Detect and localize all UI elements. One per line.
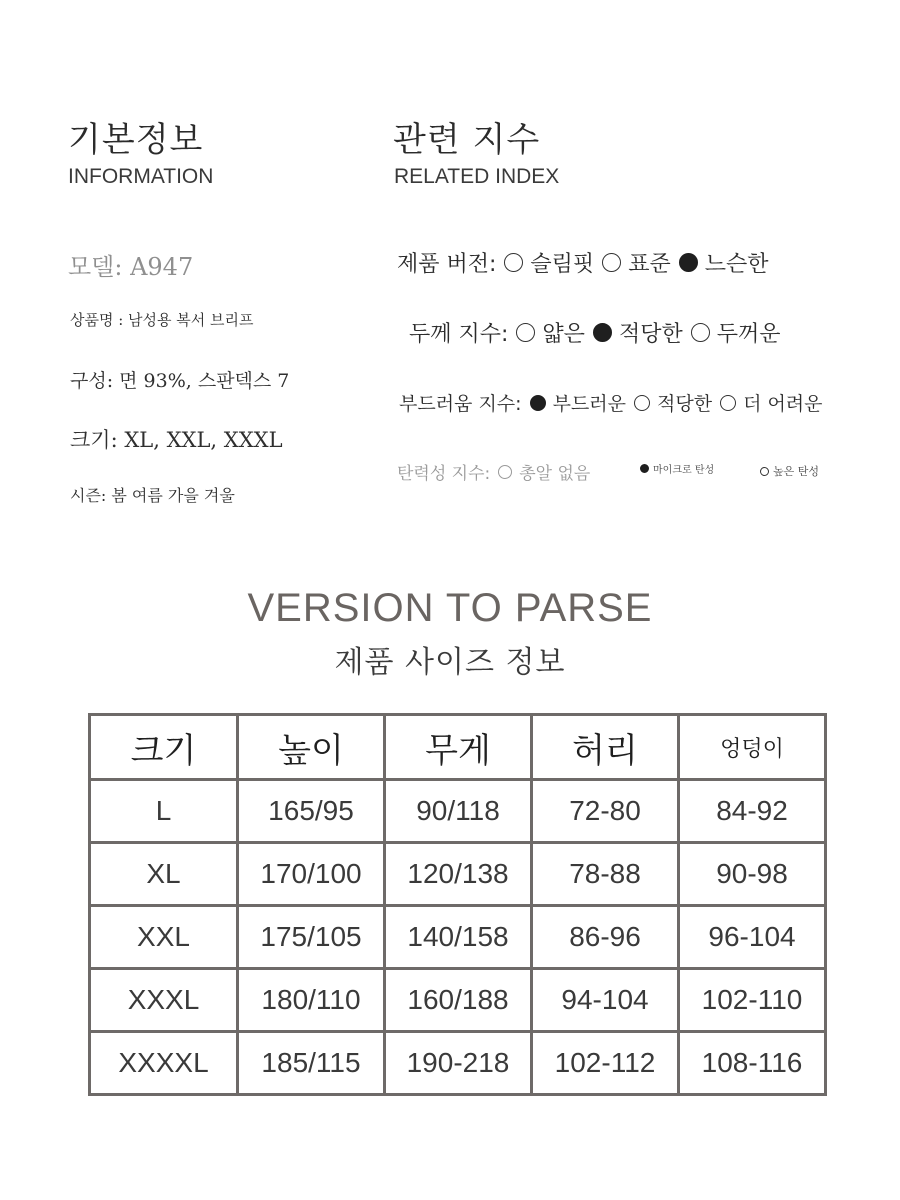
table-cell: 84-92 — [679, 780, 826, 843]
option-label: 느슨한 — [704, 252, 769, 277]
radio-option — [516, 317, 585, 348]
radio-option — [602, 247, 671, 278]
section-title-ko: 제품 사이즈 정보 — [334, 645, 566, 680]
option-label: 마이크로 탄성 — [653, 465, 715, 476]
table-cell: 175/105 — [238, 906, 385, 969]
table-cell: 185/115 — [238, 1032, 385, 1095]
index-row-thickness — [409, 317, 780, 348]
radio-empty-icon — [720, 395, 736, 411]
radio-option — [530, 389, 626, 416]
table-cell: XXXXL — [90, 1032, 238, 1095]
radio-empty-icon — [691, 323, 710, 342]
radio-empty-icon — [602, 253, 621, 272]
radio-filled-icon — [530, 395, 546, 411]
index-label: 부드러움 지수: — [399, 393, 522, 415]
radio-option — [720, 389, 822, 416]
size-table — [88, 713, 827, 1096]
table-cell: 78-88 — [532, 843, 679, 906]
table-row — [90, 969, 826, 1032]
radio-option — [691, 317, 781, 348]
radio-empty-icon — [760, 467, 769, 476]
index-label: 제품 버전: — [397, 252, 497, 277]
option-label: 표준 — [628, 252, 671, 277]
table-row — [90, 780, 826, 843]
table-cell: 180/110 — [238, 969, 385, 1032]
radio-option — [679, 247, 769, 278]
radio-filled-icon — [593, 323, 612, 342]
header-hip: 엉덩이 — [679, 715, 826, 780]
table-cell: 140/158 — [385, 906, 532, 969]
index-label: 두께 지수: — [409, 322, 509, 347]
index-row-elasticity — [397, 459, 590, 484]
table-row — [90, 906, 826, 969]
radio-empty-icon — [504, 253, 523, 272]
table-cell: 86-96 — [532, 906, 679, 969]
option-label: 두꺼운 — [716, 322, 781, 347]
option-label: 적당한 — [618, 322, 683, 347]
table-cell: 170/100 — [238, 843, 385, 906]
radio-option — [640, 461, 714, 476]
radio-filled-icon — [679, 253, 698, 272]
option-label: 부드러운 — [552, 393, 626, 415]
table-cell: 90/118 — [385, 780, 532, 843]
radio-option — [634, 389, 712, 416]
radio-empty-icon — [498, 465, 512, 479]
radio-empty-icon — [634, 395, 650, 411]
index-label: 탄력성 지수: — [397, 464, 491, 484]
option-label: 슬림핏 — [530, 252, 595, 277]
product-name-text: 상품명 : 남성용 복서 브리프 — [70, 311, 254, 329]
radio-option — [593, 317, 683, 348]
radio-filled-icon — [640, 464, 649, 473]
option-label: 더 어려운 — [743, 393, 823, 415]
table-cell: 190-218 — [385, 1032, 532, 1095]
header-size: 크기 — [90, 715, 238, 780]
table-cell: 108-116 — [679, 1032, 826, 1095]
option-label: 적당한 — [657, 393, 713, 415]
option-label: 총알 없음 — [519, 464, 591, 484]
table-cell: 94-104 — [532, 969, 679, 1032]
table-cell: XXL — [90, 906, 238, 969]
table-cell: 96-104 — [679, 906, 826, 969]
header-waist: 허리 — [532, 715, 679, 780]
table-header-row — [90, 715, 826, 780]
table-cell: XXXL — [90, 969, 238, 1032]
related-title-ko: 관련 지수 — [393, 120, 541, 160]
table-cell: 102-112 — [532, 1032, 679, 1095]
table-row — [90, 1032, 826, 1095]
sizes-text: 크기: XL, XXL, XXXL — [70, 428, 283, 452]
related-title-en: RELATED INDEX — [394, 165, 560, 188]
model-text: 모델: A947 — [68, 253, 194, 281]
option-label: 얇은 — [542, 322, 585, 347]
radio-option — [760, 463, 819, 479]
table-cell: 120/138 — [385, 843, 532, 906]
table-cell: 102-110 — [679, 969, 826, 1032]
header-height: 높이 — [238, 715, 385, 780]
section-title-en: VERSION TO PARSE — [247, 586, 653, 630]
table-row — [90, 843, 826, 906]
header-weight: 무게 — [385, 715, 532, 780]
radio-option — [498, 459, 590, 484]
index-row-fit — [397, 247, 768, 278]
table-cell: 90-98 — [679, 843, 826, 906]
info-title-en: INFORMATION — [68, 165, 214, 188]
composition-text: 구성: 면 93%, 스판덱스 7 — [70, 370, 290, 392]
index-row-softness — [399, 389, 823, 416]
table-cell: 165/95 — [238, 780, 385, 843]
table-cell: XL — [90, 843, 238, 906]
option-label: 높은 탄성 — [773, 465, 820, 478]
table-cell: 160/188 — [385, 969, 532, 1032]
table-cell: 72-80 — [532, 780, 679, 843]
info-title-ko: 기본정보 — [68, 120, 204, 160]
season-text: 시즌: 봄 여름 가을 겨울 — [70, 486, 235, 505]
table-cell: L — [90, 780, 238, 843]
radio-option — [504, 247, 594, 278]
radio-empty-icon — [516, 323, 535, 342]
